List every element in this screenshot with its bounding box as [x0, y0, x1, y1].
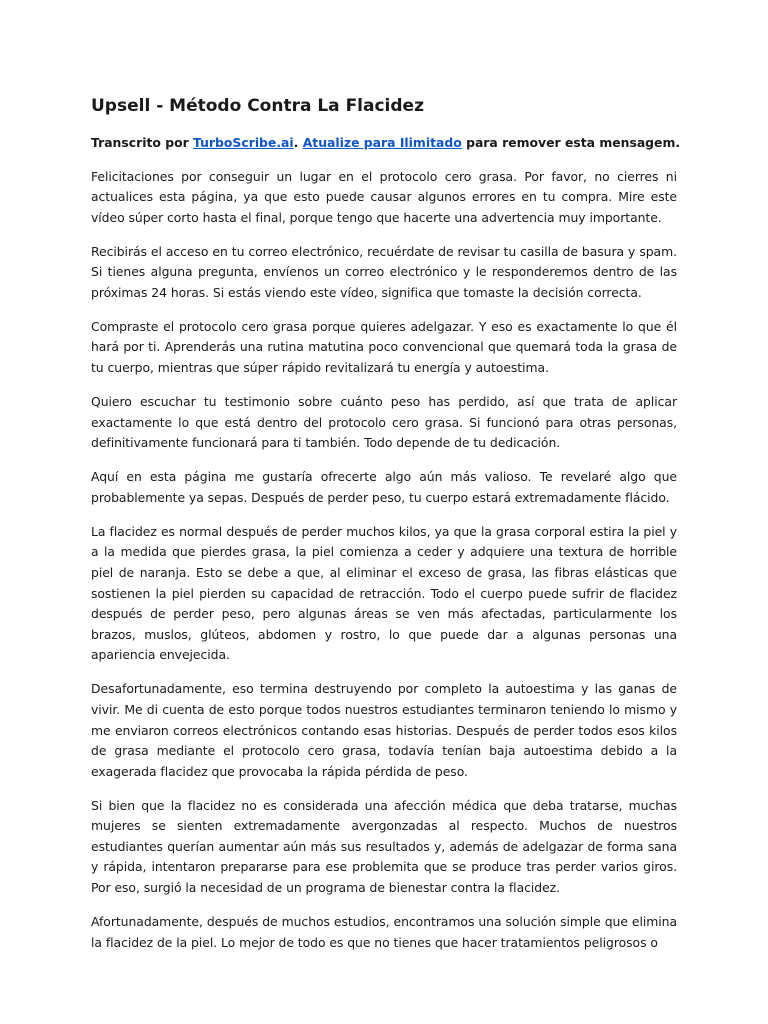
turboscribe-link[interactable]: TurboScribe.ai [193, 135, 294, 150]
paragraph-9: Afortunadamente, después de muchos estudios, encontramos una solución simple que elimina la flacidez de la piel. Lo mejor de todo es que no tienes que hacer tratamientos peligrosos o [91, 914, 677, 950]
paragraph-1: Felicitaciones por conseguir un lugar en el protocolo cero grasa. Por favor, no cierres ni actualices esta página, ya que esto puede causar algunos errores en tu compra. Mire este vídeo súper corto hasta el final, porque tengo que hacerte una advertencia muy importante. [91, 168, 677, 225]
paragraph-5: Aquí en esta página me gustaría ofrecerte algo aún más valioso. Te revelaré algo que probablemente ya sepas. Después de perder peso, tu cuerpo estará extremadamente flácido. [91, 469, 677, 505]
transcription-notice [91, 133, 681, 154]
upgrade-link[interactable]: Atualize para Ilimitado [302, 135, 462, 150]
notice-suffix: para remover esta mensagem. [461, 135, 681, 150]
paragraph-4: Quiero escuchar tu testimonio sobre cuánto peso has perdido, así que trata de aplicar exactamente lo que está dentro del protocolo cero grasa. Si funcionó para otras personas, definitivamente funcionará para ti también. Todo depende de tu dedicación. [91, 394, 677, 451]
paragraph-2: Recibirás el acceso en tu correo electrónico, recuérdate de revisar tu casilla de basura y spam. Si tienes alguna pregunta, envíenos un correo electrónico y le responderemos dentro de las próximas 24 horas. Si estás viendo este vídeo, significa que tomaste la decisión correcta. [91, 243, 677, 300]
notice-prefix: Transcrito por [91, 135, 194, 150]
document-title: Upsell - Método Contra La Flacidez [91, 96, 424, 116]
notice-separator: . [293, 135, 303, 150]
paragraph-3: Compraste el protocolo cero grasa porque quieres adelgazar. Y eso es exactamente lo que él hará por ti. Aprenderás una rutina matutina poco convencional que quemará toda la grasa de tu cuerpo, mientras que súper rápido revitalizará tu energía y autoestima. [91, 318, 677, 376]
paragraph-6: La flacidez es normal después de perder muchos kilos, ya que la grasa corporal estira la piel y a la medida que pierdes grasa, la piel comienza a ceder y adquiere una textura de horrible piel de naranja. Esto se debe a que, al eliminar el exceso de grasa, las fibras elásticas que sostienen la piel pierden su capacidad de retracción. Todo el cuerpo puede sufrir de flacidez después de perder peso, pero algunas áreas se ven más afectadas, particularmente los brazos, muslos, glúteos, abdomen y rostro, lo que puede dar a algunas personas una apariencia envejecida. [91, 523, 677, 663]
paragraph-8: Si bien que la flacidez no es considerada una afección médica que deba tratarse, muchas mujeres se sienten extremadamente avergonzadas al respecto. Muchos de nuestros estudiantes querían aumentar aún más sus resultados y, además de adelgazar de forma sana y rápida, intentaron prepararse para ese problemita que se produce tras perder varios giros. Por eso, surgió la necesidad de un programa de bienestar contra la flacidez. [91, 797, 677, 896]
paragraph-7: Desafortunadamente, eso termina destruyendo por completo la autoestima y las ganas de vivir. Me di cuenta de esto porque todos nuestros estudiantes terminaron teniendo lo mismo y me enviaron correos electrónicos contando esas historias. Después de perder todos esos kilos de grasa mediante el protocolo cero grasa, todavía tenían baja autoestima debido a la exagerada flacidez que provocaba la rápida pérdida de peso. [91, 681, 677, 779]
